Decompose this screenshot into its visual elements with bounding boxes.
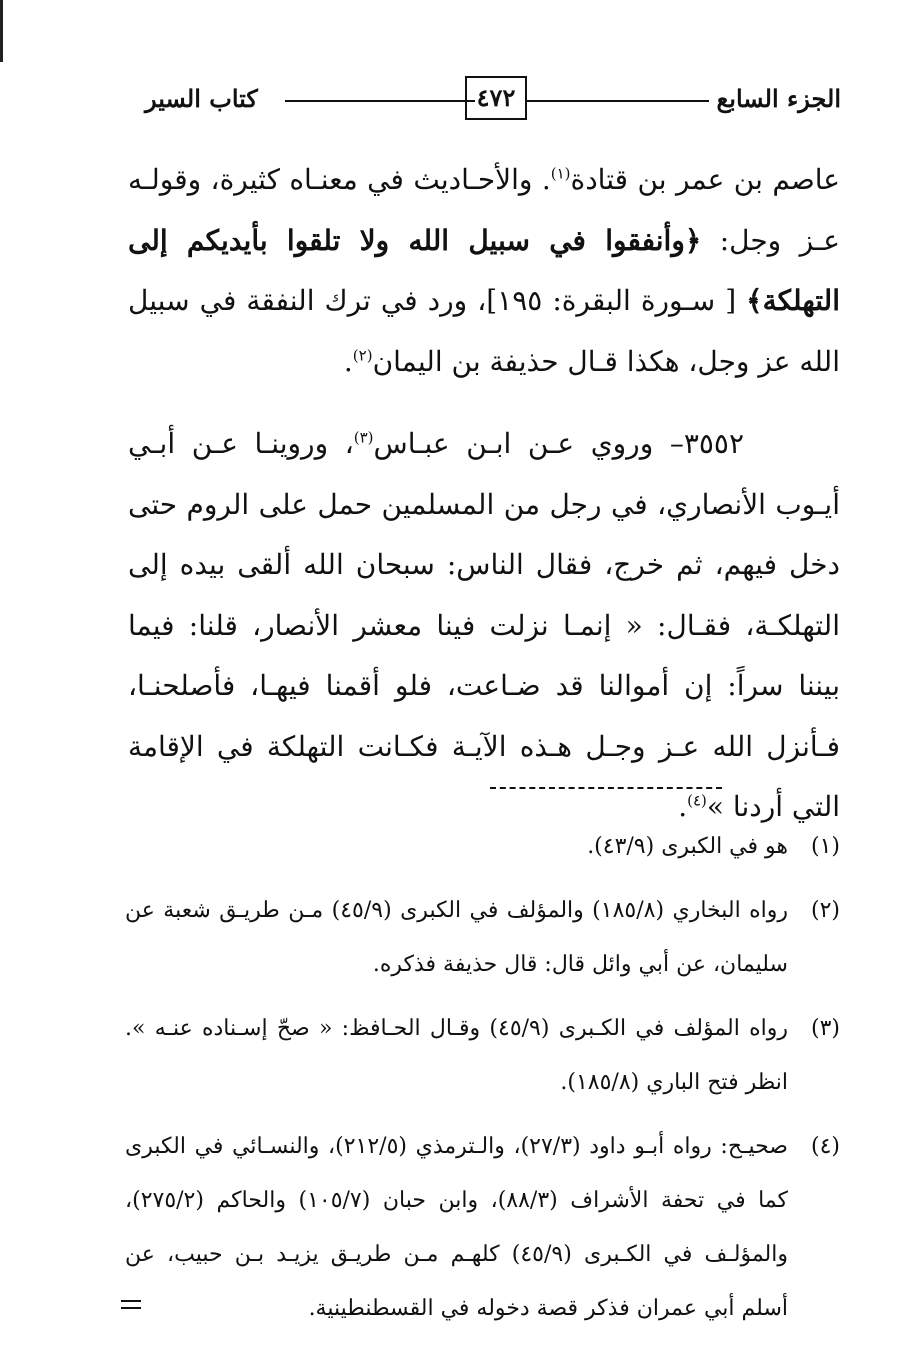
footnote-separator: [490, 787, 722, 789]
p2-text-b: ، وروينـا عـن أبـي أيـوب الأنصاري، في رجل من المسلمين حمل على الروم حتى دخل فيهم، ثم خرج، فقال الناس: سبحان الله ألقى بيده إلى التهلكـة، فقـال: « إنمـا نزلت فينا معشر الأنصار، قلنا: فيما بيننا سراً: إن أموالنا قد ضـاعت، فلو أقمنا فيهـا، فأصلحنـا، فـأنزل الله عـز وجـل هـذه الآيـة فكـانت التهلكة في الإقامة التي أردنا »: [128, 427, 840, 823]
footnote-3: [125, 1002, 840, 1110]
footnote-ref-1: (١): [550, 164, 571, 183]
page-number: ٤٧٢: [476, 83, 516, 112]
footnote-ref-3: (٣): [353, 428, 374, 447]
p1-text-b: . والأحـاديث في معنـاه كثيرة، وقولـه عـز وجل:: [128, 163, 840, 257]
footnote-number: (١): [810, 834, 840, 859]
footnote-ref-2: (٢): [352, 346, 373, 365]
footnotes: [125, 820, 840, 1336]
footnote-text: رواه البخاري (١٨٥/٨) والمؤلف في الكبرى (٤٥/٩) مـن طريـق شعبة عن سليمان، عن أبي وائل قال: قال حذيفة فذكره.: [125, 898, 788, 977]
footnote-1: [125, 820, 840, 874]
p1-text-c: [ سـورة البقرة: ١٩٥]، ورد في ترك النفقة في سبيل الله عز وجل، هكذا قـال حذيفة بن اليمان: [128, 284, 840, 378]
header-rule-right: [511, 100, 709, 102]
footnote-number: (٢): [810, 898, 840, 923]
page-edge-mark: [0, 0, 3, 62]
footnote-number: (٣): [810, 1016, 840, 1041]
paragraph-2: [128, 414, 840, 838]
book-title: كتاب السير: [145, 84, 258, 113]
p1-text-a: عاصم بن عمر بن قتادة: [570, 163, 840, 196]
page-number-box: [465, 76, 527, 120]
running-header: [145, 66, 841, 128]
p2-text-a: ٣٥٥٢– وروي عـن ابـن عبـاس: [373, 427, 744, 460]
footnote-text: هو في الكبرى (٤٣/٩).: [587, 834, 788, 859]
footnote-number: (٤): [810, 1134, 840, 1159]
paragraph-1: [128, 150, 840, 392]
footnote-4: [125, 1120, 840, 1336]
main-text: [128, 150, 840, 838]
footnote-text: صحيـح: رواه أبـو داود (٢٧/٣)، والـترمذي (٢١٢/٥)، والنسـائي في الكبرى كما في تحفة الأشراف (٨٨/٣)، وابن حبان (١٠٥/٧) والحاكم (٢٧٥/٢)، والمؤلـف في الكـبرى (٤٥/٩) كلهـم مـن طريـق يزيـد بـن حبيب، عن أسلم أبي عمران فذكر قصة دخوله في القسطنطينية.: [125, 1134, 788, 1321]
footnote-text: رواه المؤلف في الكـبرى (٤٥/٩) وقـال الحـافظ: « صحّ إسـناده عنـه ». انظر فتح الباري (١٨٥/٨).: [125, 1016, 788, 1095]
header-rule-left: [285, 100, 475, 102]
footnote-2: [125, 884, 840, 992]
footnote-ref-4: (٤): [687, 791, 707, 810]
p1-text-d: .: [343, 344, 353, 378]
part-title: الجزء السابع: [716, 84, 841, 113]
p2-text-c: .: [678, 790, 688, 823]
continuation-mark: [121, 1300, 141, 1314]
quran-verse: ﴿وأنفقوا في سبيل الله ولا تلقوا بأيديكم إلى التهلكة﴾: [128, 223, 840, 317]
